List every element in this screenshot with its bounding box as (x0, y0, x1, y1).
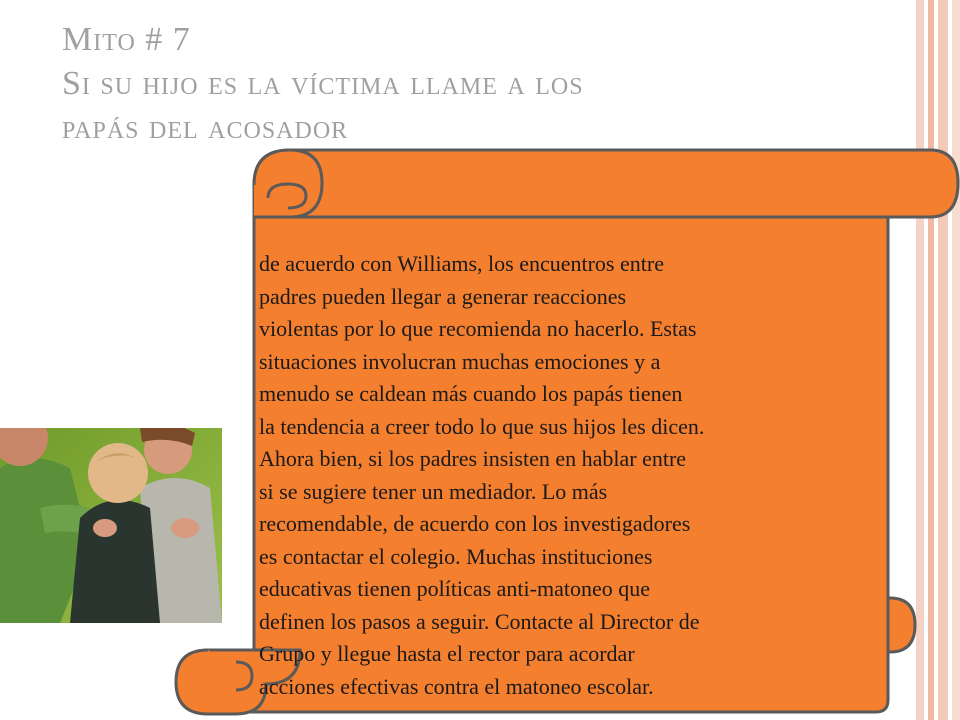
body-text: de acuerdo con Williams, los encuentros entre padres pueden llegar a generar reacciones violentas por lo que recomienda no hacerlo. Estas situaciones involucran muchas emociones y a menudo se caldean más cuando los papás tienen la tendencia a creer todo lo que sus hijos les dicen. Ahora bien, si los padres insisten en hablar entre si se sugiere tener un mediador. Lo más recomendable, de acuerdo con los investigadores es contactar el colegio. Muchas instituciones educativas tienen políticas anti-matoneo que definen los pasos a seguir. Contacte al Director de Grupo y llegue hasta el rector para acordar acciones efectivas contra el matoneo escolar. (259, 251, 705, 699)
title-line-1: Mito # 7 (62, 21, 191, 58)
title-line-2: Si su hijo es la víctima llame a los (62, 65, 584, 102)
title-line-3: papás del acosador (62, 109, 349, 146)
